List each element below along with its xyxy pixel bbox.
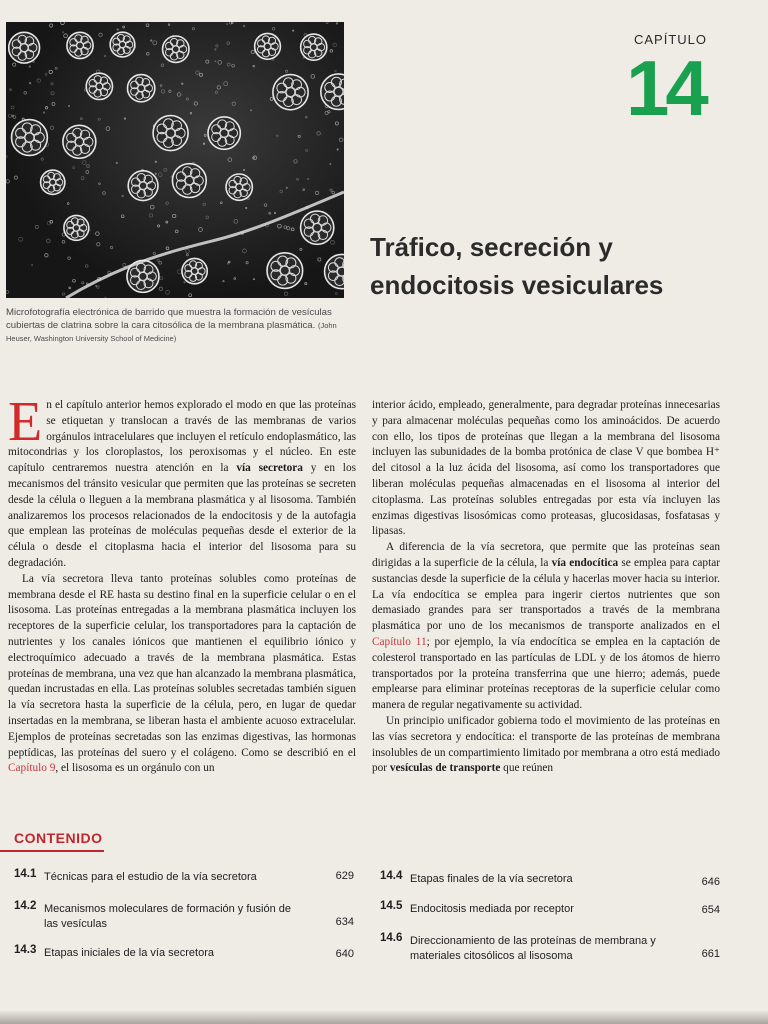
paragraph-text: se emplea para captar sustancias desde la superficie de la célula y hacerlas mover hacia su interior. La vía endocítica se emplea para ingerir ciertos nutrientes que son demasiado grandes para ser transportados a través de la membrana plasmática por uno de los mecanismos de transporte analizados en el [372,556,720,633]
coated-vesicle [273,75,308,110]
coated-vesicle [110,32,135,57]
coated-vesicle [301,211,334,244]
coated-vesicle [208,117,240,149]
toc-number: 14.4 [380,870,403,882]
paragraph-text: Un principio unificador gobierna todo el movimiento de las proteínas en las vías secretora y endocítica: el transporte de las proteínas de membrana insolubles de un compartimiento limitado por membrana a otro está mediado por [372,714,720,775]
paragraph-text: n el capítulo anterior hemos explorado el modo en que las proteínas se etiquetan y translocan a través de las membranas de varios orgánulos intracelulares que incluyen el retículo endoplasmático, las mitocondrias y los cloroplastos, los peroxisomas y el núcleo. En este capítulo centraremos nuestra atención en la [8,399,356,475]
chapter-title [370,228,750,304]
contents-rule [0,850,104,852]
toc-text: Técnicas para el estudio de la vía secretora [44,871,257,883]
coated-vesicle [63,125,96,158]
coated-vesicle [325,254,344,288]
drop-cap: E [8,391,43,453]
paragraph-text: que reúnen [500,762,554,775]
coated-vesicle [128,171,158,201]
coated-vesicle [267,253,303,289]
toc-page: 640 [335,948,354,960]
coated-vesicle [41,170,65,194]
paragraph-text: , el lisosoma es un orgánulo con un [55,762,215,775]
chapter-number: 14 [626,44,705,132]
chapter-link[interactable]: Capítulo 11 [372,635,427,648]
toc-number: 14.1 [14,868,37,880]
toc-text: Direccionamiento de las proteínas de membrana y materiales citosólicos al lisosoma [410,935,656,962]
paragraph-text: A diferencia de la vía secretora, que permite que las proteínas sean dirigidas a la superficie de la célula, la [372,541,720,569]
coated-vesicle [12,120,48,156]
bold-term: vesículas de transporte [389,762,501,775]
micrograph-image [6,22,344,298]
toc-number: 14.6 [380,932,403,944]
coated-vesicle [67,32,93,58]
contents-heading: CONTENIDO [14,830,103,846]
paragraph [372,540,720,714]
toc-text: Mecanismos moleculares de formación y fusión de las vesículas [44,903,292,930]
toc-number: 14.5 [380,900,403,912]
coated-vesicle [153,116,188,151]
chapter-title-line-1: Tráfico, secreción y [370,232,613,262]
toc-number: 14.2 [14,900,37,912]
coated-vesicle [64,215,89,240]
toc-page: 646 [701,876,720,888]
chapter-label: CAPÍTULO [634,32,708,47]
figure-caption [6,306,346,345]
paragraph-text: y en los mecanismos del tránsito vesicular que permiten que las proteínas se secreten desde la célula o lleguen a la membrana plasmática y al lisosoma. También analizaremos los procesos relacionados de la endocitosis y de la autofagia que emplean las proteínas de moléculas pequeñas desde el exterior de la célula o desde el citoplasma hacia el interior del lisosoma para su degradación. [8,462,356,569]
toc-text: Endocitosis mediada por receptor [410,903,574,915]
coated-vesicle [255,33,281,59]
coated-vesicle [163,36,189,62]
paragraph: interior ácido, empleado, generalmente, para degradar proteínas innecesarias y para almacenar moléculas pequeñas como los aminoácidos. De acuerdo con ello, los tipos de proteínas que llegan a la membrana del lisosoma incluyen las subunidades de la bomba protónica de clase V que bombea H⁺ del citosol a la luz ácida del lisosoma, así como los transportadores que liberan moléculas pequeñas almacenadas en el lisosoma al interior del citoplasma. Las proteínas solubles entregadas por esta vía incluyen las enzimas digestivas lisosómicas como proteasas, glucosidasas, fosfatasas y lipasas. [372,399,720,538]
toc-page: 634 [335,916,354,928]
paragraph-text: La vía secretora lleva tanto proteínas solubles como proteínas de membrana desde el RE hasta su destino final en la superficie celular o en el lisosoma. Las proteínas entregadas a la membrana plasmática incluyen los receptores de la superficie celular, los transportadores para la captación de nutrientes y los canales iónicos que mantienen el equilibrio iónico y electroquímico adecuado a través de la membrana plasmática. Estas proteínas de membrana, una vez que han alcanzado la membrana plasmática, quedan incrustadas en ella. Las proteínas solubles secretadas también siguen la vía secretora hasta la superficie de la célula, pero, en lugar de quedar insertadas en la membrana, se liberan hasta el ambiente acuoso extracelular. Ejemplos de proteínas secretadas son las enzimas digestivas, las hormonas peptídicas, las proteínas del suero y el colágeno. Como se describió en el [8,572,356,759]
coated-vesicle [86,73,112,99]
coated-vesicle [9,32,40,63]
coated-vesicle [226,174,252,200]
caption-text: Microfotografía electrónica de barrido que muestra la formación de vesículas cubiertas de clatrina sobre la cara citosólica de la membrana plasmática. [6,307,332,331]
bold-term: vía secretora [236,462,303,475]
paragraph [8,391,356,572]
paragraph [372,714,720,777]
coated-vesicle [127,75,154,102]
toc-page: 654 [701,904,720,916]
paragraph [8,572,356,777]
toc-text: Etapas iniciales de la vía secretora [44,947,214,959]
body-column-left [8,391,356,777]
toc-page: 629 [335,870,354,882]
bold-term: vía endocítica [551,556,619,569]
body-column-right [372,398,720,777]
toc-text: Etapas finales de la vía secretora [410,873,573,885]
caption-credit: (John Heuser, Washington University School of Medicine) [6,321,337,343]
coated-vesicle [172,164,206,198]
toc-number: 14.3 [14,944,37,956]
toc-page: 661 [701,948,720,960]
chapter-title-line-2: endocitosis vesiculares [370,270,664,300]
page-edge-shadow [0,1010,768,1024]
coated-vesicle [182,258,207,283]
coated-vesicle [321,74,344,109]
chapter-link[interactable]: Capítulo 9 [8,762,56,775]
membrane-edge [66,192,344,298]
paragraph-text: ; por ejemplo, la vía endocítica se emplea en la captación de colesterol transportado en las partículas de LDL y de los átomos de hierro transportados por la proteína transferrina que une hierro; además, puede emplearse para eliminar proteínas receptoras de la superficie celular como manera de regular negativamente su actividad. [372,635,720,712]
coated-vesicle [301,34,327,60]
